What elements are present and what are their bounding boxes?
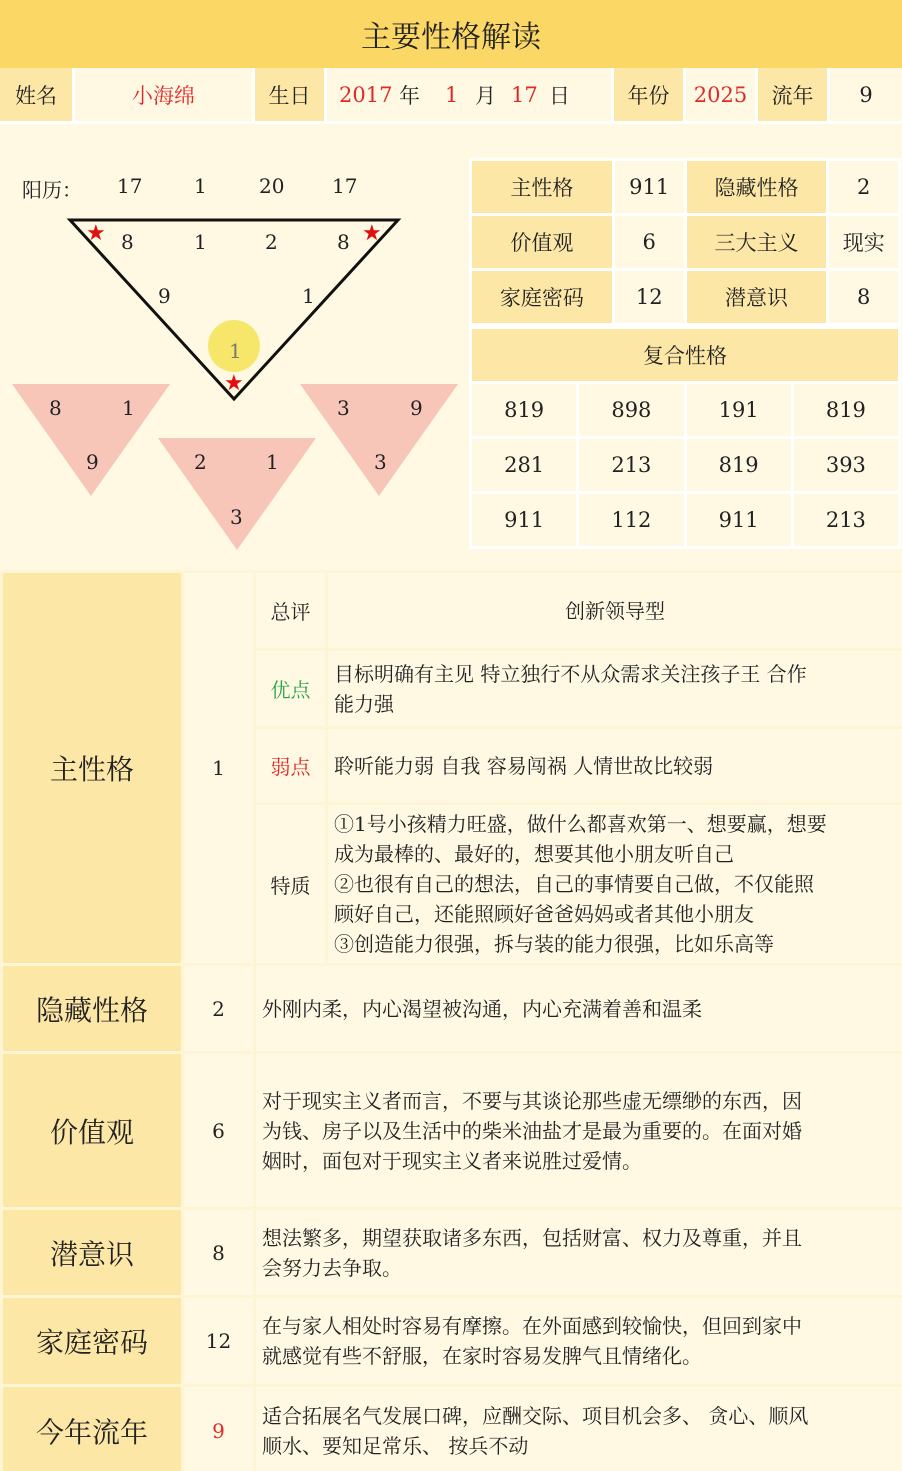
year-number: 9 bbox=[183, 1386, 255, 1471]
small-mid-num: 3 bbox=[230, 505, 243, 529]
year-value: 2025 bbox=[686, 68, 758, 124]
small-triangle-right bbox=[300, 384, 458, 496]
family-heading: 家庭密码 bbox=[2, 1297, 183, 1386]
family-label: 家庭密码 bbox=[471, 270, 614, 325]
small-right-num: 9 bbox=[410, 396, 423, 420]
page-title: 主要性格解读 bbox=[0, 0, 902, 68]
small-triangle-left bbox=[12, 384, 170, 496]
main-personality-number: 1 bbox=[183, 572, 255, 965]
family-text bbox=[255, 1297, 902, 1386]
trait-line: ①1号小孩精力旺盛，做什么都喜欢第一、想要赢，想要 bbox=[334, 812, 827, 836]
sub-label: 潜意识 bbox=[685, 270, 828, 325]
family-number: 12 bbox=[183, 1297, 255, 1386]
cons-label: 弱点 bbox=[255, 728, 327, 804]
composite-cell: 191 bbox=[685, 383, 792, 438]
year-line: 适合拓展名气发展口碑，应酬交际、项目机会多、 贪心、顺风 bbox=[262, 1403, 809, 1428]
composite-cell: 819 bbox=[685, 438, 792, 493]
hidden-number: 2 bbox=[183, 965, 255, 1053]
composite-cell: 911 bbox=[471, 493, 578, 548]
cons-text: 聆听能力弱 自我 容易闯祸 人情世故比较弱 bbox=[327, 728, 902, 804]
trait-line: ②也很有自己的想法，自己的事情要自己做，不仅能照 bbox=[334, 872, 814, 896]
trait-line: 顾好自己，还能照顾好爸爸妈妈或者其他小朋友 bbox=[334, 902, 754, 926]
triangle-num: 2 bbox=[265, 230, 278, 254]
solar-num: 17 bbox=[332, 174, 358, 198]
small-mid-num: 1 bbox=[266, 450, 279, 474]
hidden-heading: 隐藏性格 bbox=[2, 965, 183, 1053]
month-unit: 月 bbox=[475, 83, 496, 108]
triangle-bottom: 1 bbox=[229, 339, 242, 363]
birth-month: 1 bbox=[445, 82, 459, 107]
birth-label: 生日 bbox=[255, 68, 327, 124]
star-icon: ★ bbox=[362, 221, 382, 246]
doctrine-value: 现实 bbox=[828, 215, 900, 270]
name-value: 小海绵 bbox=[75, 68, 255, 124]
subconscious-line: 想法繁多，期望获取诸多东西，包括财富、权力及尊重，并且 bbox=[262, 1225, 802, 1250]
main-personality-heading: 主性格 bbox=[2, 572, 183, 965]
value-label: 价值观 bbox=[471, 215, 614, 270]
birth-year: 2017 bbox=[339, 82, 393, 107]
small-triangle-mid bbox=[158, 438, 316, 550]
composite-cell: 281 bbox=[471, 438, 578, 493]
composite-cell: 819 bbox=[792, 383, 899, 438]
solar-num: 17 bbox=[117, 174, 143, 198]
hidden-text: 外刚内柔，内心渴望被沟通，内心充满着善和温柔 bbox=[255, 965, 902, 1053]
small-right-num: 3 bbox=[374, 450, 387, 474]
solar-num: 1 bbox=[194, 174, 207, 198]
family-line: 在与家人相处时容易有摩擦。在外面感到较愉快，但回到家中 bbox=[262, 1314, 802, 1338]
composite-cell: 393 bbox=[792, 438, 899, 493]
main-value: 911 bbox=[613, 160, 685, 215]
composite-cell: 213 bbox=[792, 493, 899, 548]
year-line: 顺水、要知足常乐、 按兵不动 bbox=[262, 1433, 529, 1458]
small-right-num: 3 bbox=[337, 396, 350, 420]
day-unit: 日 bbox=[549, 83, 570, 108]
value-text bbox=[255, 1053, 902, 1209]
composite-cell: 819 bbox=[471, 383, 578, 438]
name-label: 姓名 bbox=[0, 68, 75, 124]
doctrine-label: 三大主义 bbox=[685, 215, 828, 270]
value-heading: 价值观 bbox=[2, 1053, 183, 1209]
pros-label: 优点 bbox=[255, 650, 327, 728]
composite-cell: 898 bbox=[578, 383, 685, 438]
value-line: 为钱、房子以及生活中的柴米油盐才是最为重要的。在面对婚 bbox=[262, 1118, 802, 1143]
small-left-num: 9 bbox=[86, 450, 99, 474]
subconscious-number: 8 bbox=[183, 1209, 255, 1297]
star-icon: ★ bbox=[224, 371, 244, 396]
value-line: 对于现实主义者而言，不要与其谈论那些虚无缥缈的东西，因 bbox=[262, 1088, 802, 1113]
value-value: 6 bbox=[613, 215, 685, 270]
value-line: 姻时，面包对于现实主义者来说胜过爱情。 bbox=[262, 1148, 642, 1173]
pros-line: 目标明确有主见 特立独行不从众需求关注孩子王 合作 bbox=[334, 661, 807, 686]
small-left-num: 1 bbox=[122, 396, 135, 420]
main-label: 主性格 bbox=[471, 160, 614, 215]
summary-table bbox=[469, 158, 901, 549]
liunian-label: 流年 bbox=[758, 68, 830, 124]
birth-value bbox=[327, 68, 614, 124]
family-line: 就感觉有些不舒服，在家时容易发脾气且情绪化。 bbox=[262, 1344, 702, 1368]
details-table bbox=[0, 570, 902, 1471]
overall-value: 创新领导型 bbox=[327, 572, 902, 650]
birth-day: 17 bbox=[511, 82, 538, 107]
composite-heading: 复合性格 bbox=[471, 328, 900, 383]
solar-num: 20 bbox=[259, 174, 285, 198]
year-text bbox=[255, 1386, 902, 1471]
trait-line: ③创造能力很强，拆与装的能力很强，比如乐高等 bbox=[334, 932, 774, 956]
triangle-num: 8 bbox=[121, 230, 134, 254]
year-unit: 年 bbox=[399, 83, 420, 108]
composite-cell: 213 bbox=[578, 438, 685, 493]
family-value: 12 bbox=[613, 270, 685, 325]
pros-text bbox=[327, 650, 902, 728]
hidden-label: 隐藏性格 bbox=[685, 160, 828, 215]
overall-label: 总评 bbox=[255, 572, 327, 650]
year-heading: 今年流年 bbox=[2, 1386, 183, 1471]
traits-label: 特质 bbox=[255, 804, 327, 965]
star-icon: ★ bbox=[86, 221, 106, 246]
info-row bbox=[0, 68, 902, 124]
composite-cell: 911 bbox=[685, 493, 792, 548]
solar-label: 阳历： bbox=[22, 178, 82, 202]
year-label: 年份 bbox=[614, 68, 686, 124]
subconscious-heading: 潜意识 bbox=[2, 1209, 183, 1297]
triangle-side-left: 9 bbox=[158, 284, 171, 308]
small-mid-num: 2 bbox=[194, 450, 207, 474]
triangle-num: 8 bbox=[337, 230, 350, 254]
hidden-value: 2 bbox=[828, 160, 900, 215]
small-left-num: 8 bbox=[49, 396, 62, 420]
subconscious-line: 会努力去争取。 bbox=[262, 1255, 402, 1280]
traits-text bbox=[327, 804, 902, 965]
value-number: 6 bbox=[183, 1053, 255, 1209]
triangle-side-right: 1 bbox=[302, 284, 315, 308]
liunian-value: 9 bbox=[830, 68, 902, 124]
triangle-num: 1 bbox=[194, 230, 207, 254]
subconscious-text bbox=[255, 1209, 902, 1297]
composite-cell: 112 bbox=[578, 493, 685, 548]
sub-value: 8 bbox=[828, 270, 900, 325]
pros-line: 能力强 bbox=[334, 691, 394, 716]
trait-line: 成为最棒的、最好的，想要其他小朋友听自己 bbox=[334, 842, 734, 866]
